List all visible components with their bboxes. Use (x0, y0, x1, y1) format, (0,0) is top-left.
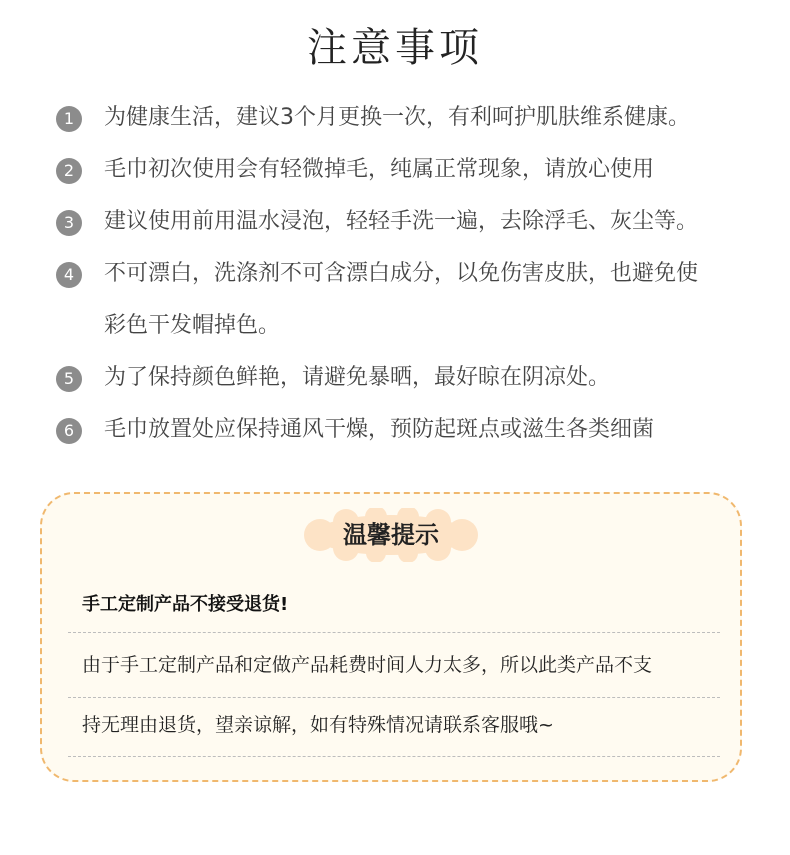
dashed-divider (68, 756, 720, 757)
note-text: 不可漂白，洗涤剂不可含漂白成分，以免伤害皮肤，也避免使 (104, 261, 699, 286)
note-item (56, 144, 756, 196)
note-text-continued: 彩色干发帽掉色。 (104, 313, 281, 338)
tip-line: 由于手工定制产品和定做产品耗费时间人力太多，所以此类产品不支 (82, 654, 653, 676)
number-5-icon: 5 (56, 366, 82, 392)
tip-line: 持无理由退货，望亲谅解，如有特殊情况请联系客服哦~ (82, 714, 554, 736)
number-3-icon: 3 (56, 210, 82, 236)
number-2-icon: 2 (56, 158, 82, 184)
number-6-icon: 6 (56, 418, 82, 444)
notes-list (56, 92, 756, 456)
note-text: 毛巾放置处应保持通风干燥，预防起斑点或滋生各类细菌 (104, 417, 655, 442)
note-item (56, 92, 756, 144)
tips-heading: 温馨提示 (343, 521, 439, 549)
warm-tips-panel (40, 492, 742, 782)
note-item (56, 404, 756, 456)
note-text: 建议使用前用温水浸泡，轻轻手洗一遍，去除浮毛、灰尘等。 (104, 209, 699, 234)
no-return-notice: 手工定制产品不接受退货! (82, 594, 289, 615)
note-item (56, 248, 756, 352)
note-item (56, 352, 756, 404)
tips-badge (298, 508, 484, 562)
note-text: 毛巾初次使用会有轻微掉毛，纯属正常现象，请放心使用 (104, 157, 655, 182)
number-4-icon: 4 (56, 262, 82, 288)
note-text: 为了保持颜色鲜艳，请避免暴晒，最好晾在阴凉处。 (104, 365, 611, 390)
dashed-divider (68, 632, 720, 633)
page-title: 注意事项 (307, 25, 483, 71)
dashed-divider (68, 697, 720, 698)
note-item (56, 196, 756, 248)
number-1-icon: 1 (56, 106, 82, 132)
note-text: 为健康生活，建议3个月更换一次，有利呵护肌肤维系健康。 (104, 105, 690, 130)
